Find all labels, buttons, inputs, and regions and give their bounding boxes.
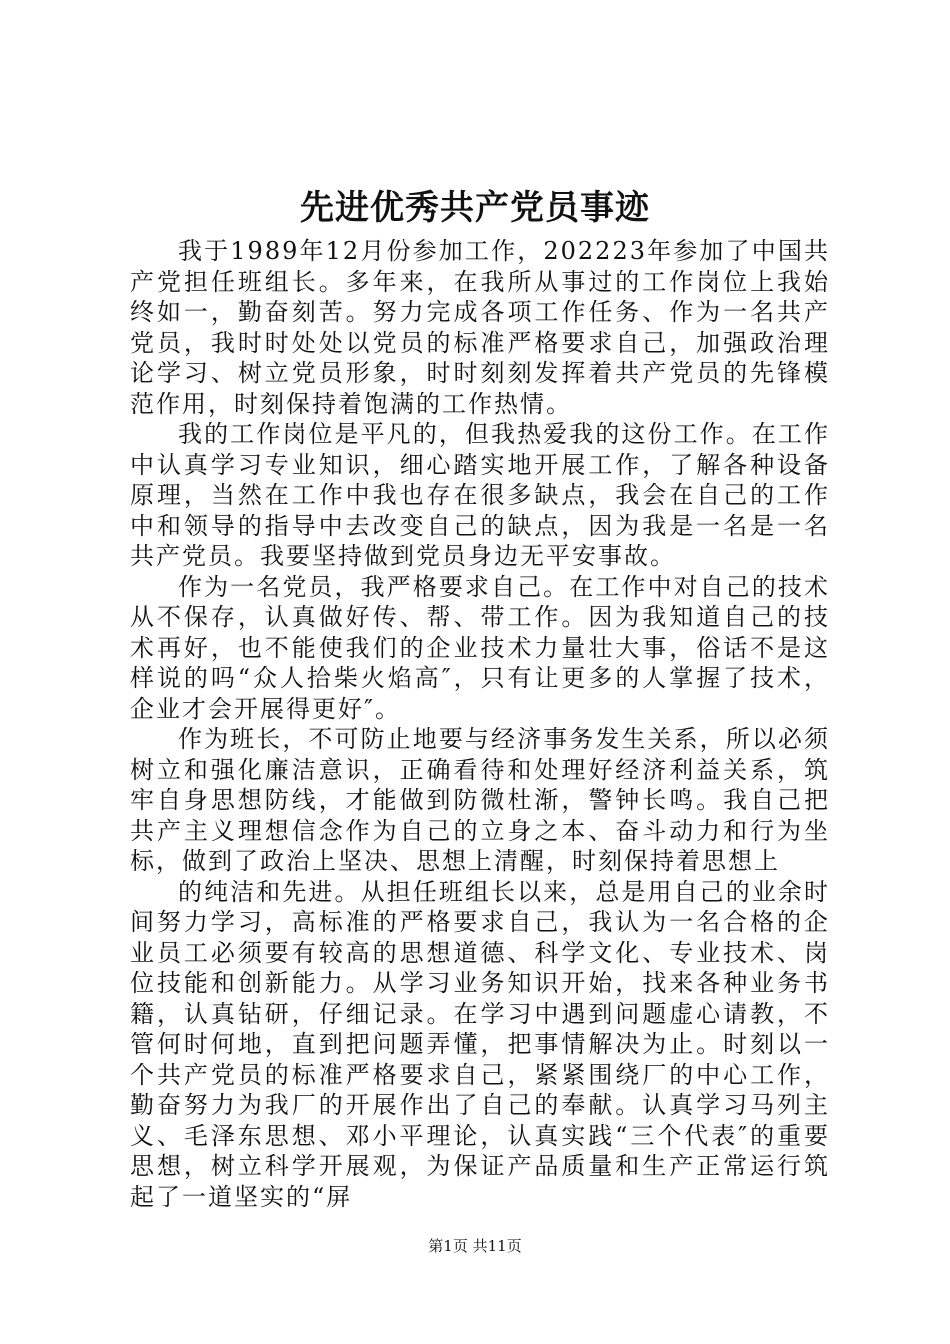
paragraph-3: 作为一名党员，我严格要求自己。在工作中对自己的技术从不保存，认真做好传、帮、带工作。因为我知道自己的技术再好，也不能使我们的企业技术力量壮大事，俗话不是这样说的吗“众人拾柴火焰高″，只有让更多的人掌握了技术，企业才会开展得更好″。 (130, 572, 830, 723)
document-title: 先进优秀共产党员事迹 (300, 188, 650, 228)
paragraph-4: 作为班长，不可防止地要与经济事务发生关系，所以必须树立和强化廉洁意识，正确看待和处理好经济利益关系，筑牢自身思想防线，才能做到防微杜渐，警钟长鸣。我自己把共产主义理想信念作为自己的立身之本、奋斗动力和行为坐标，做到了政治上坚决、思想上清醒，时刻保持着思想上 (130, 725, 830, 875)
page-number-footer: 第1页 共11页 (428, 1237, 522, 1255)
document-body (130, 236, 830, 1212)
paragraph-5: 的纯洁和先进。从担任班组长以来，总是用自己的业余时间努力学习，高标准的严格要求自己，我认为一名合格的企业员工必须要有较高的思想道德、科学文化、专业技术、岗位技能和创新能力。从学习业务知识开始，找来各种业务书籍，认真钻研，仔细记录。在学习中遇到问题虚心请教，不管何时何地，直到把问题弄懂，把事情解决为止。时刻以一个共产党员的标准严格要求自己，紧紧围绕厂的中心工作，勤奋努力为我厂的开展作出了自己的奉献。认真学习马列主义、毛泽东思想、邓小平理论，认真实践“三个代表″的重要思想，树立科学开展观，为保证产品质量和生产正常运行筑起了一道坚实的“屏 (130, 877, 830, 1211)
paragraph-1: 我于1989年12月份参加工作，202223年参加了中国共产党担任班组长。多年来，在我所从事过的工作岗位上我始终如一，勤奋刻苦。努力完成各项工作任务、作为一名共产党员，我时时处处以党员的标准严格要求自己，加强政治理论学习、树立党员形象，时时刻刻发挥着共产党员的先锋模范作用，时刻保持着饱满的工作热情。 (130, 237, 830, 418)
paragraph-2: 我的工作岗位是平凡的，但我热爱我的这份工作。在工作中认真学习专业知识，细心踏实地开展工作，了解各种设备原理，当然在工作中我也存在很多缺点，我会在自己的工作中和领导的指导中去改变自己的缺点，因为我是一名是一名共产党员。我要坚持做到党员身边无平安事故。 (130, 420, 830, 570)
